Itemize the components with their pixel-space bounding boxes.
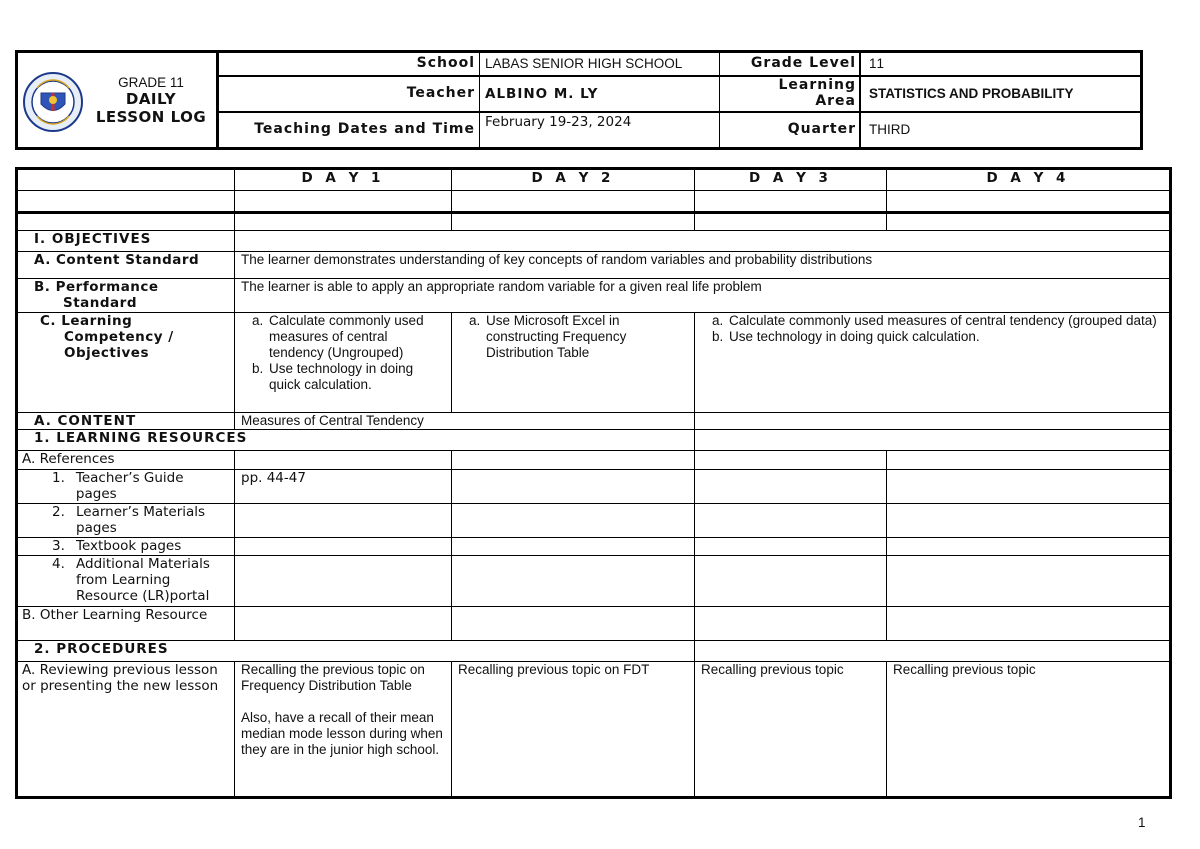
tb-num: 3. — [52, 538, 65, 554]
competency-label — [17, 313, 235, 413]
learning-area-label-1: Learning — [778, 77, 856, 93]
competency-label-2: Competency / — [64, 329, 174, 345]
competency-label-3: Objectives — [64, 345, 149, 361]
corner-cell — [17, 169, 235, 191]
title-daily: DAILY — [125, 90, 177, 108]
am-num: 4. — [52, 556, 65, 572]
review-day1-p2: Also, have a recall of their mean median mode lesson during when they are in the junior high school. — [241, 710, 443, 757]
tg-num: 1. — [52, 470, 65, 486]
quarter-value: THIRD — [869, 122, 911, 137]
performance-standard-label — [17, 279, 235, 313]
header-block — [15, 50, 1143, 150]
blank-row-2 — [17, 213, 235, 231]
references-label: A. References — [17, 451, 235, 470]
school-value: LABAS SENIOR HIGH SCHOOL — [485, 56, 683, 71]
dates-label: Teaching Dates and Time — [254, 121, 475, 137]
am-label-cell — [17, 556, 235, 607]
performance-standard-value: The learner is able to apply an appropriate random variable for a given real life problem — [235, 279, 1171, 313]
competency-day1-b: b. Use technology in doing quick calculation. — [267, 361, 445, 393]
performance-label-1: B. Performance — [34, 279, 159, 295]
blank-row-1 — [17, 191, 235, 213]
tg-label-cell — [17, 470, 235, 504]
competency-day34-b: b. Use technology in doing quick calculation. — [727, 329, 1163, 345]
teacher-value: ALBINO M. LY — [485, 86, 599, 102]
dates-value: February 19-23, 2024 — [485, 114, 632, 130]
day2-header: D A Y 2 — [452, 169, 695, 191]
procedures-heading: 2. PROCEDURES — [17, 641, 695, 662]
grade-level-label: Grade Level — [750, 55, 856, 71]
content-standard-label: A. Content Standard — [17, 252, 235, 279]
day4-header: D A Y 4 — [887, 169, 1171, 191]
teacher-label: Teacher — [406, 85, 475, 101]
quarter-label: Quarter — [787, 121, 856, 137]
lesson-log-table — [15, 167, 1169, 801]
competency-label-1: C. Learning — [40, 313, 133, 329]
competency-day2 — [452, 313, 695, 413]
learning-area-value: STATISTICS AND PROBABILITY — [869, 86, 1074, 101]
learning-area-label — [720, 77, 856, 109]
review-label: A. Reviewing previous lesson or presenting the new lesson — [17, 662, 235, 798]
day3-header: D A Y 3 — [695, 169, 887, 191]
review-day1-p1: Recalling the previous topic on Frequency Distribution Table — [241, 662, 425, 693]
tb-label: Textbook pages — [76, 538, 182, 554]
competency-day34-a: a. Calculate commonly used measures of central tendency (grouped data) — [727, 313, 1163, 329]
content-label: A. CONTENT — [17, 413, 235, 430]
other-resources-label: B. Other Learning Resource — [17, 607, 235, 641]
competency-day2-a: a. Use Microsoft Excel in constructing Frequency Distribution Table — [484, 313, 688, 361]
learning-area-label-2: Area — [815, 93, 856, 109]
review-day4: Recalling previous topic — [887, 662, 1171, 798]
competency-day1-a: a. Calculate commonly used measures of central tendency (Ungrouped) — [267, 313, 445, 361]
learning-resources-heading: 1. LEARNING RESOURCES — [17, 430, 695, 451]
lm-num: 2. — [52, 504, 65, 520]
objectives-heading: I. OBJECTIVES — [17, 231, 235, 252]
lm-label: Learner’s Materials pages — [76, 504, 206, 536]
school-label: School — [416, 55, 475, 71]
tb-label-cell — [17, 538, 235, 556]
competency-day1 — [235, 313, 452, 413]
grade-level-value: 11 — [869, 56, 886, 71]
deped-logo — [22, 71, 84, 133]
review-day1 — [235, 662, 452, 798]
content-standard-value: The learner demonstrates understanding of key concepts of random variables and probability distributions — [235, 252, 1171, 279]
day1-header: D A Y 1 — [235, 169, 452, 191]
review-day2: Recalling previous topic on FDT — [452, 662, 695, 798]
title-lesson-log: LESSON LOG — [95, 108, 207, 126]
competency-day34 — [695, 313, 1171, 413]
grade-text: GRADE 11 — [118, 75, 184, 90]
tg-label: Teacher’s Guide pages — [75, 470, 184, 502]
performance-label-2: Standard — [63, 295, 137, 311]
review-day3: Recalling previous topic — [695, 662, 887, 798]
tg-value: pp. 44-47 — [235, 470, 452, 504]
page-number: 1 — [1138, 815, 1146, 830]
lm-label-cell — [17, 504, 235, 538]
am-label: Additional Materials from Learning Resource (LR)portal — [76, 556, 210, 604]
content-value: Measures of Central Tendency — [235, 413, 695, 430]
